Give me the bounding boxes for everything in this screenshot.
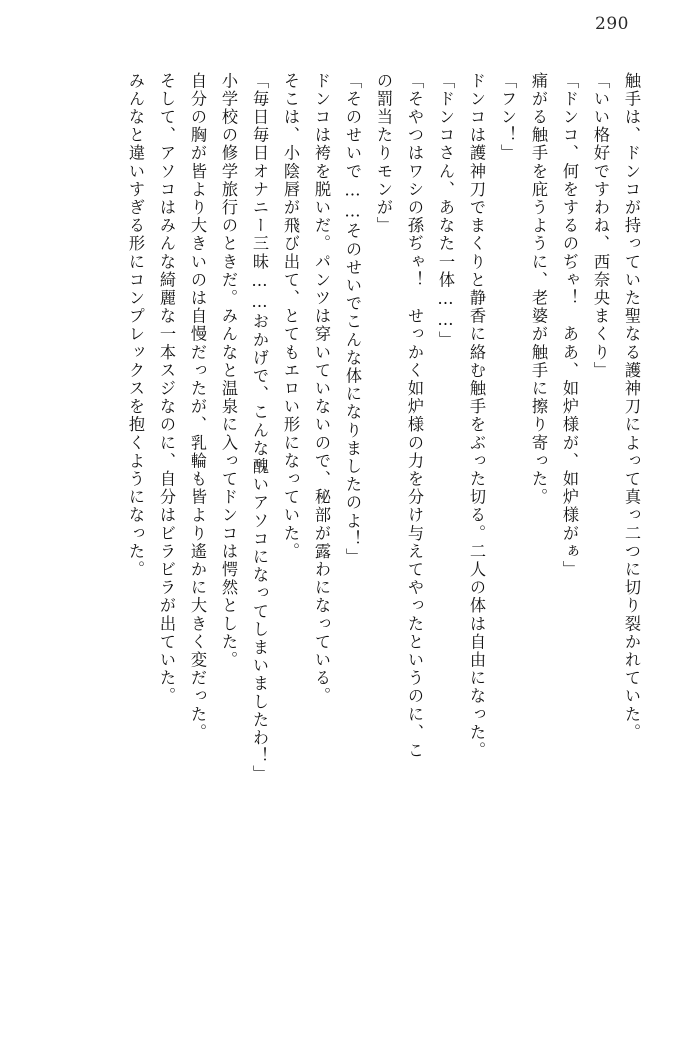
vertical-text-body [34,72,647,1010]
text-line: 「ドンコさん、あなた一体……」 [436,72,455,350]
text-line: 「フン！」 [498,72,517,163]
text-line: そこは、小陰唇が飛び出て、とてもエロい形になっていた。 [281,72,300,561]
text-line: 触手は、ドンコが持っていた聖なる護神刀によって真っ二つに切り裂かれていた。 [622,72,641,742]
text-line: の罰当たりモンが」 [374,72,393,235]
text-line: ドンコは袴を脱いだ。パンツは穿いていないので、秘部が露わになっている。 [312,72,331,706]
text-line: そして、アソコはみんな綺麗な一本スジなのに、自分はビラビラが出ていた。 [157,72,176,706]
text-line: 「ドンコ、何をするのぢゃ！ ああ、如炉様が、如炉様がぁ」 [560,72,579,579]
text-line: 「いい格好ですわね、西奈央まくり」 [591,72,610,380]
text-line: ドンコは護神刀でまくりと静香に絡む触手をぶった切る。二人の体は自由になった。 [467,72,486,760]
page-number: 290 [595,14,629,34]
text-line: 「そのせいで……そのせいでこんな体になりましたのよ！」 [343,72,362,567]
text-line: 「毎日毎日オナニー三昧……おかげで、こんな醜いアソコになってしまいましたわ！」 [250,72,269,784]
text-line: 小学校の修学旅行のときだ。みんなと温泉に入ってドンコは愕然とした。 [219,72,238,670]
text-line: 自分の胸が皆より大きいのは自慢だったが、乳輪も皆より遙かに大きく変だった。 [188,72,207,742]
text-line: 「そやつはワシの孫ぢゃ！ せっかく如炉様の力を分け与えてやったというのに、こ [405,72,424,760]
text-line: みんなと違いすぎる形にコンプレックスを抱くようになった。 [126,72,145,579]
text-line: 痛がる触手を庇うように、老婆が触手に擦り寄った。 [529,72,548,507]
